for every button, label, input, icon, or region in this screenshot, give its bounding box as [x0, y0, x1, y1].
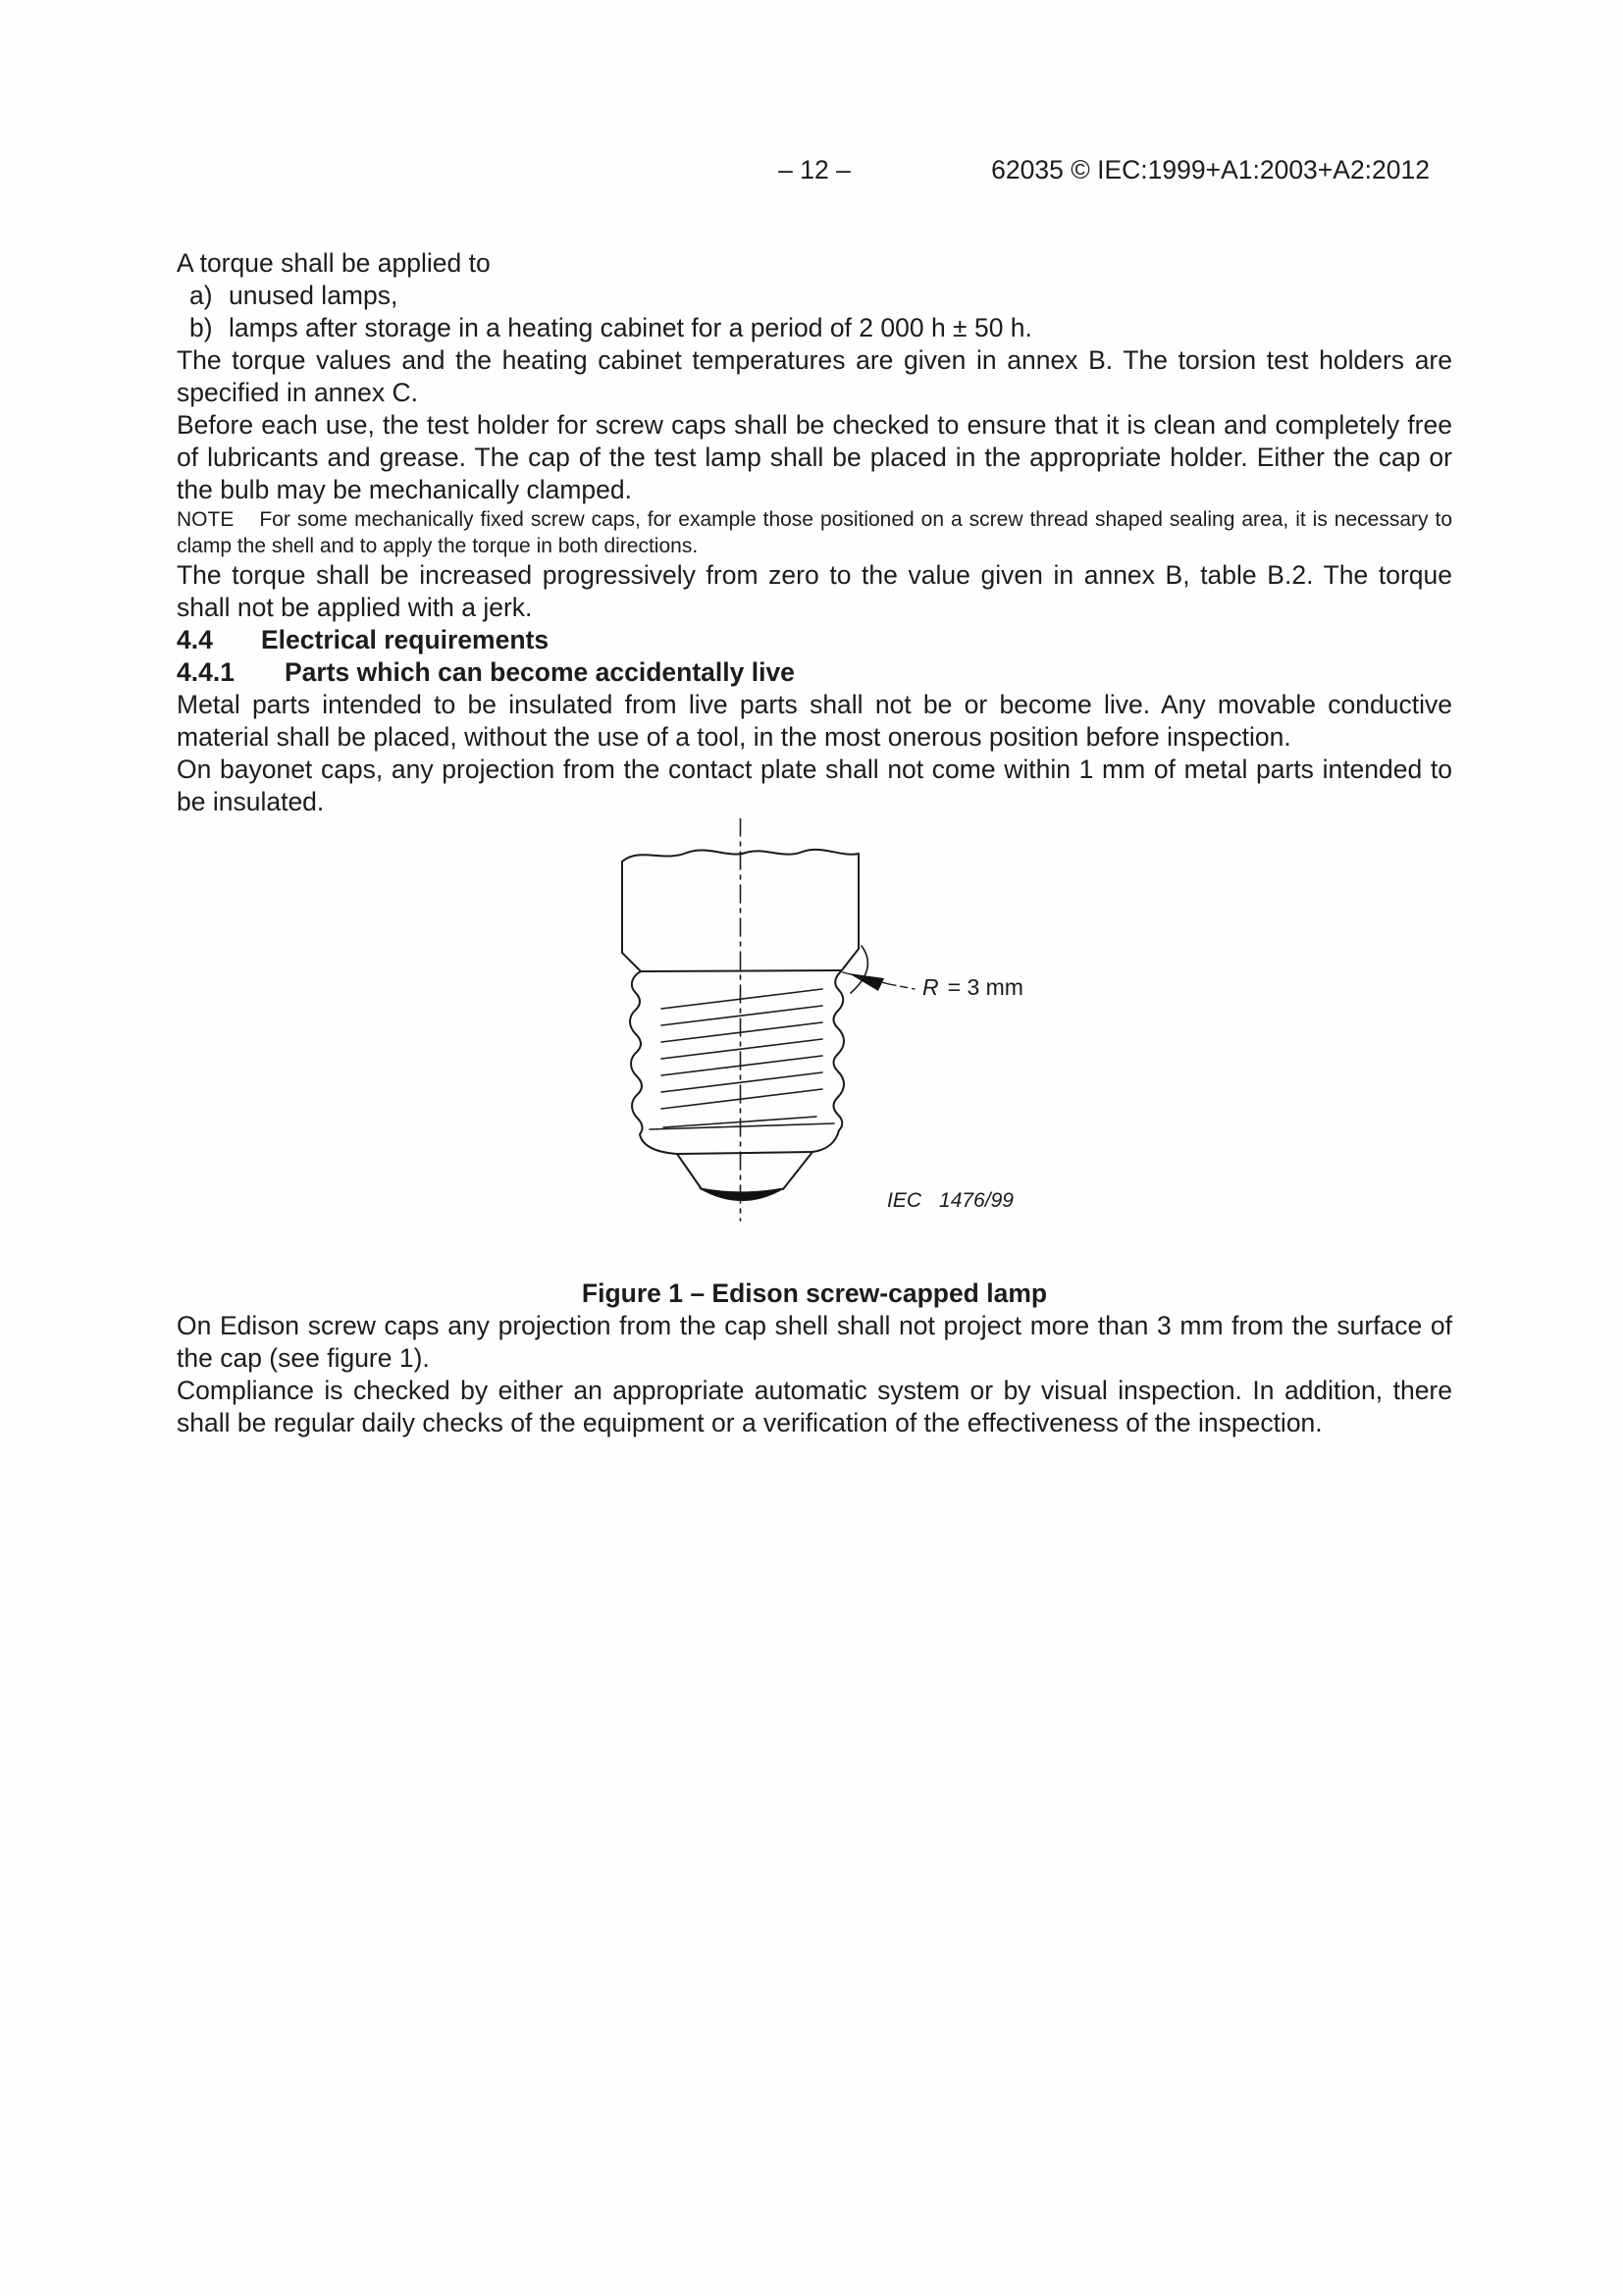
para-before-use: Before each use, the test holder for screw caps shall be checked to ensure that it is clean and completely free of lubricants and grease. The cap of the test lamp shall be placed in the appropriate holder. Either the cap or the bulb may be mechanically clamped.: [177, 410, 1452, 504]
drawing-reference: [887, 1189, 1014, 1212]
arrowhead-icon: [849, 973, 884, 991]
figure-1: [589, 818, 1089, 1263]
drawing-reference-number: 1476/99: [939, 1189, 1014, 1212]
document-reference: 62035 © IEC:1999+A1:2003+A2:2012: [991, 155, 1430, 184]
page-number: – 12 –: [778, 155, 851, 184]
edison-lamp-drawing: [589, 818, 1089, 1263]
heading-4-4-1-number: 4.4.1: [177, 657, 235, 687]
text-column: [177, 157, 1452, 1439]
leader-line-dashed: [889, 984, 915, 989]
list-text-b: lamps after storage in a heating cabinet for a period of 2 000 h ± 50 h.: [229, 313, 1032, 342]
note-text: For some mechanically fixed screw caps, for example those positioned on a screw thread shaped sealing area, it is necessary to clamp the shell and to apply the torque in both directions.: [177, 508, 1452, 557]
radius-annotation-value: = 3 mm: [947, 974, 1023, 1000]
heading-4-4-title: Electrical requirements: [261, 625, 550, 654]
heading-4-4-1: [177, 656, 1452, 689]
drawing-reference-org: IEC: [887, 1189, 922, 1212]
thread-helix-lines: [661, 989, 822, 1127]
list-item-b: [177, 312, 1452, 344]
para-metal-parts: Metal parts intended to be insulated from live parts shall not be or become live. Any movable conductive material shall be placed, without the use of a tool, in the most onerous position before inspection.: [177, 690, 1452, 752]
list-label-a: a): [189, 281, 213, 310]
thread-profile-right: [812, 971, 844, 1152]
radius-arc: [851, 946, 867, 993]
cap-top-line: [641, 970, 841, 971]
contact-solder: [700, 1188, 784, 1201]
insulator-right-edge: [783, 1152, 812, 1189]
para-edison: On Edison screw caps any projection from the cap shell shall not project more than 3 mm from the surface of the cap (see figure 1).: [177, 1311, 1452, 1373]
list-label-b: b): [189, 313, 213, 342]
note-paragraph: [177, 506, 1452, 559]
radius-annotation-r: R: [922, 974, 939, 1000]
list-text-a: unused lamps,: [229, 281, 398, 310]
note-label: NOTE: [177, 508, 235, 531]
heading-4-4: [177, 624, 1452, 656]
para-compliance: Compliance is checked by either an appropriate automatic system or by visual inspection. In addition, there shall be regular daily checks of the equipment or a verification of the effectiveness of the inspection.: [177, 1376, 1452, 1437]
cap-bottom-rim: [677, 1152, 812, 1154]
list-item-a: [177, 280, 1452, 312]
page-header: [177, 157, 1452, 183]
insulator-left-edge: [677, 1154, 702, 1189]
heading-4-4-1-title: Parts which can become accidentally live: [285, 657, 795, 687]
para-torque-progressive: The torque shall be increased progressively from zero to the value given in annex B, table B.2. The torque shall not be applied with a jerk.: [177, 560, 1452, 622]
radius-annotation: [922, 974, 1023, 1000]
para-bayonet: On bayonet caps, any projection from the contact plate shall not come within 1 mm of metal parts intended to be insulated.: [177, 755, 1452, 816]
para-torque-values: The torque values and the heating cabinet temperatures are given in annex B. The torsion test holders are specified in annex C.: [177, 345, 1452, 407]
para-intro: A torque shall be applied to: [177, 248, 491, 278]
heading-4-4-number: 4.4: [177, 625, 213, 654]
figure-caption: Figure 1 – Edison screw-capped lamp: [581, 1278, 1048, 1308]
